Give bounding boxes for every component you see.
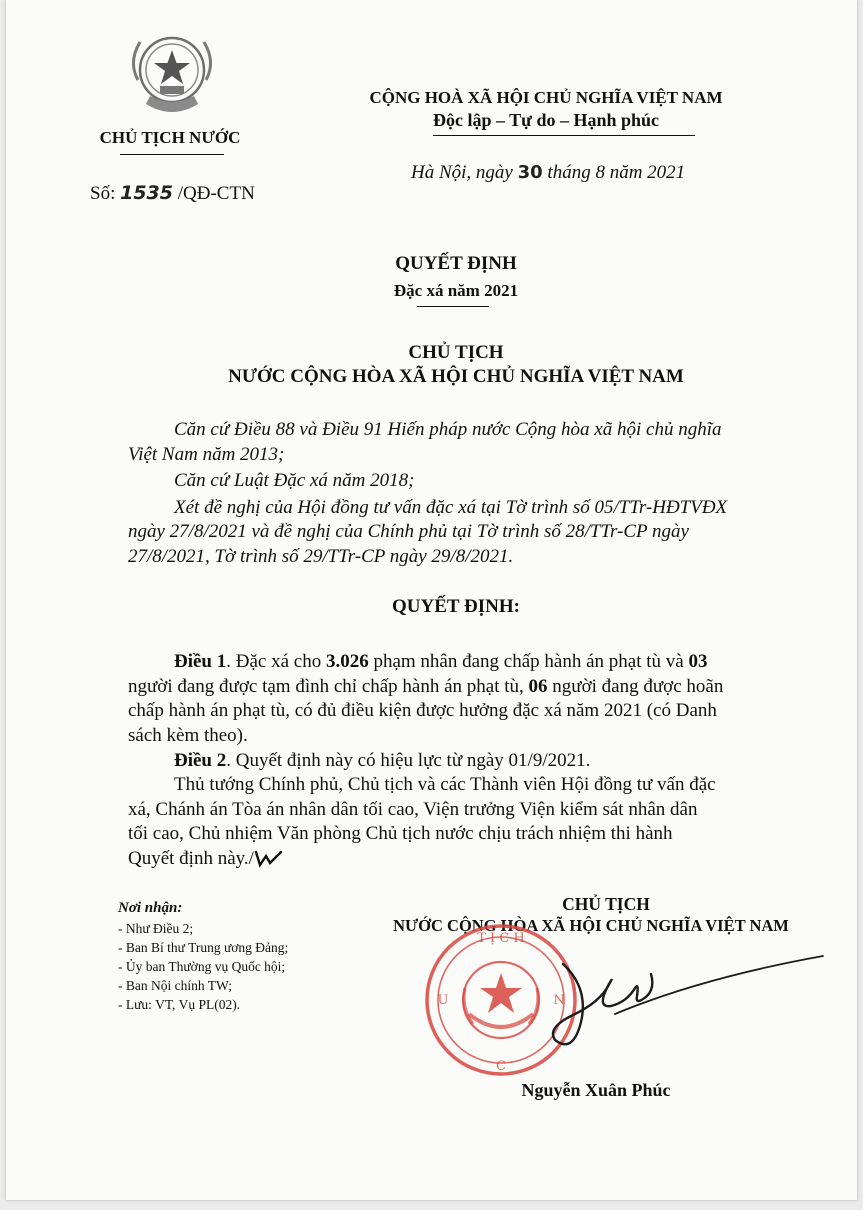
date-prefix: Hà Nội, ngày [411,162,513,183]
article-1-label: Điều 1 [174,651,227,672]
recipient-item: - Ban Nội chính TW; [118,978,232,993]
title-underline [417,306,489,307]
recipients [118,899,358,1014]
suspended-count: 03 [688,651,708,672]
postponed-count: 06 [528,675,548,697]
motto-underline [433,135,695,136]
document-number [90,182,255,205]
article-1-line-1 [128,650,778,675]
recipient-item: - Ủy ban Thường vụ Quốc hội; [118,959,286,974]
article-1-text: phạm nhân đang chấp hành án phạt tù và [368,651,689,672]
number-suffix: /QĐ-CTN [177,183,255,204]
recipient-item: - Như Điều 2; [118,921,194,936]
decision-subtitle: Đặc xá năm 2021 [393,281,519,300]
preamble-line: Việt Nam năm 2013; [128,443,285,465]
initial-mark [254,848,284,868]
number-value: 1535 [120,182,173,204]
svg-text:U: U [437,993,449,1008]
prisoner-count: 3.026 [325,651,369,672]
preamble-line: Xét đề nghị của Hội đồng tư vấn đặc xá tại Tờ trình số 05/TTr-HĐTVĐX [174,496,728,518]
article-1-line-3: chấp hành án phạt tù, có đủ điều kiện được hưởng đặc xá năm 2021 (có Danh [128,700,717,721]
number-prefix: Số: [90,183,116,204]
article-1-text: . Đặc xá cho [226,651,326,672]
document-page [6,0,857,1200]
preamble-line: ngày 27/8/2021 và đề nghị của Chính phủ tại Tờ trình số 28/TTr-CP ngày [128,521,689,542]
article-2-text: . Quyết định này có hiệu lực từ ngày 01/9/2021. [226,750,591,771]
preamble [128,418,768,569]
article-1-line-4: sách kèm theo). [128,724,248,746]
signer-title: CHỦ TỊCH [562,894,650,914]
authority-country: NƯỚC CỘNG HÒA XÃ HỘI CHỦ NGHĨA VIỆT NAM [228,366,684,387]
article-1-line-2 [128,675,778,700]
preamble-line: Căn cứ Điều 88 và Điều 91 Hiến pháp nước Cộng hòa xã hội chủ nghĩa [174,419,722,440]
decision-heading: QUYẾT ĐỊNH: [392,596,520,617]
execution-line: Thủ tướng Chính phủ, Chủ tịch và các Thành viên Hội đồng tư vấn đặc [174,774,716,795]
issue-date [411,162,685,184]
decision-title: QUYẾT ĐỊNH [395,253,517,274]
article-2 [174,749,774,774]
signer-office: NƯỚC CỘNG HÒA XÃ HỘI CHỦ NGHĨA VIỆT NAM [393,916,789,935]
preamble-line: 27/8/2021, Tờ trình số 29/TTr-CP ngày 29/8/2021. [128,545,514,567]
issuer-name: CHỦ TỊCH NƯỚC [99,128,241,147]
issuer-underline [120,154,224,155]
signature-handwriting [511,944,831,1064]
preamble-line: Căn cứ Luật Đặc xá năm 2018; [174,470,415,491]
national-motto: Độc lập – Tự do – Hạnh phúc [432,110,660,130]
signer-name: Nguyễn Xuân Phúc [521,1080,671,1100]
date-suffix: tháng 8 năm 2021 [547,162,686,183]
article-1 [128,650,778,748]
svg-text:N: N [553,993,565,1008]
recipient-item: - Lưu: VT, Vụ PL(02). [118,997,241,1012]
execution-line: xá, Chánh án Tòa án nhân dân tối cao, Viện trưởng Viện kiểm sát nhân dân [128,798,698,820]
national-emblem [116,28,228,124]
svg-text:C: C [496,1059,506,1074]
country-name: CỘNG HOÀ XÃ HỘI CHỦ NGHĨA VIỆT NAM [369,88,723,107]
execution-line: tối cao, Chủ nhiệm Văn phòng Chủ tịch nước chịu trách nhiệm thi hành [128,823,673,844]
svg-text:T Ị C H: T Ị C H [477,931,525,946]
recipient-item: - Ban Bí thư Trung ương Đảng; [118,940,289,955]
recipients-title: Nơi nhận: [118,900,183,916]
execution-line-last [128,847,778,872]
article-2-label: Điều 2 [174,750,227,771]
execution-line: Quyết định này./ [128,847,254,869]
article-1-text: người đang được hoãn [547,675,724,697]
execution-clause [128,773,778,871]
article-1-text: người đang được tạm đình chỉ chấp hành án phạt tù, [128,675,529,697]
authority-title: CHỦ TỊCH [408,342,504,363]
date-day: 30 [517,162,543,183]
